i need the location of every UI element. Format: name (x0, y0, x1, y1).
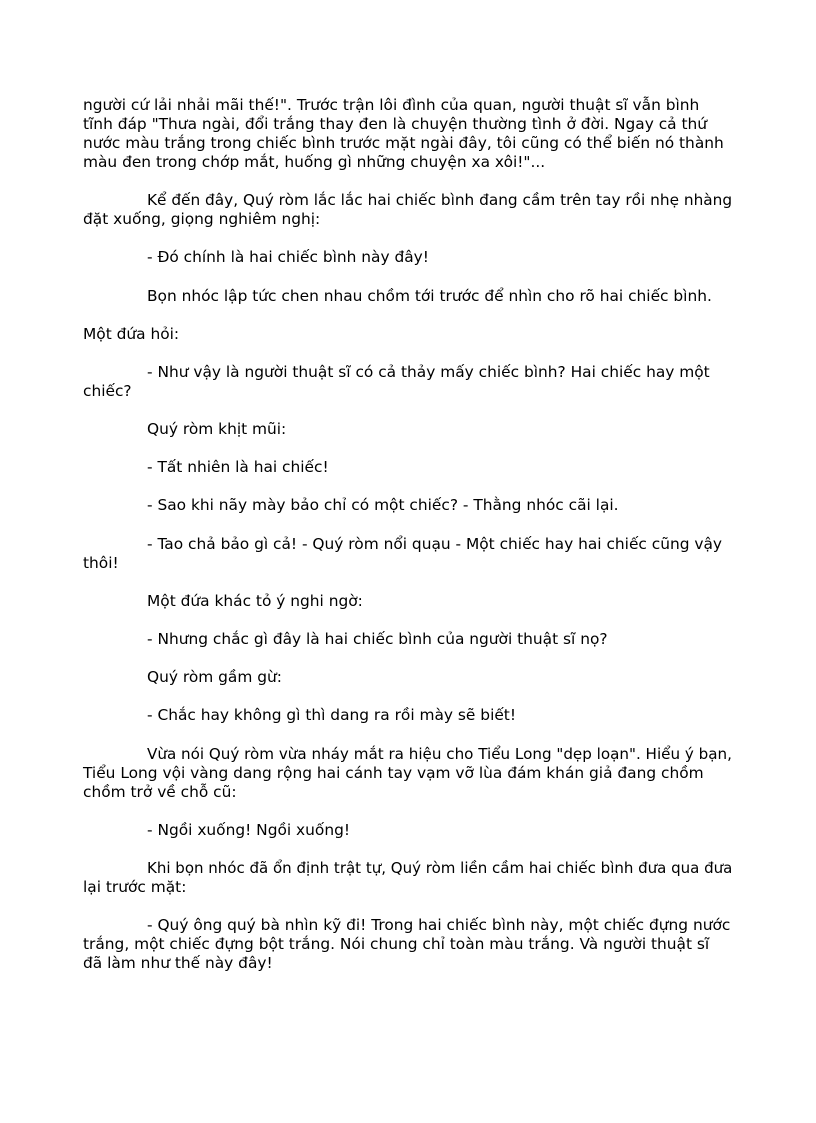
text-line: tĩnh đáp "Thưa ngài, đổi trắng thay đen là chuyện thường tình ở đời. Ngay cả thứ (83, 115, 708, 133)
text-line: người cứ lải nhải mãi thế!". Trước trận lôi đình của quan, người thuật sĩ vẫn bình (83, 96, 700, 114)
text-line: Tiểu Long vội vàng dang rộng hai cánh tay vạm vỡ lùa đám khán giả đang chồm (83, 764, 704, 782)
text-line: màu đen trong chớp mắt, huống gì những chuyện xa xôi!"... (83, 153, 546, 171)
text-line: Bọn nhóc lập tức chen nhau chồm tới trước để nhìn cho rõ hai chiếc bình. (147, 287, 712, 305)
text-line: - Tao chả bảo gì cả! - Quý ròm nổi quạu - Một chiếc hay hai chiếc cũng vậy (147, 535, 723, 553)
text-line: lại trước mặt: (83, 878, 187, 896)
text-line: Khi bọn nhóc đã ổn định trật tự, Quý ròm liền cầm hai chiếc bình đưa qua đưa (147, 859, 733, 877)
text-line: - Tất nhiên là hai chiếc! (147, 458, 329, 476)
text-line: - Chắc hay không gì thì dang ra rồi mày sẽ biết! (147, 706, 517, 724)
text-line: - Đó chính là hai chiếc bình này đây! (147, 248, 429, 266)
text-line: Kể đến đây, Quý ròm lắc lắc hai chiếc bình đang cầm trên tay rồi nhẹ nhàng (147, 191, 733, 209)
text-line: Một đứa hỏi: (83, 325, 180, 343)
text-line: nước màu trắng trong chiếc bình trước mặt ngài đây, tôi cũng có thể biến nó thành (83, 134, 724, 152)
text-line: chiếc? (83, 382, 132, 400)
text-line: - Ngồi xuống! Ngồi xuống! (147, 821, 351, 839)
text-line: Quý ròm gầm gừ: (147, 668, 282, 686)
text-line: đã làm như thế này đây! (83, 954, 273, 972)
text-line: - Sao khi nãy mày bảo chỉ có một chiếc? - Thằng nhóc cãi lại. (147, 496, 619, 514)
text-line: đặt xuống, giọng nghiêm nghị: (83, 210, 321, 228)
text-line: Quý ròm khịt mũi: (147, 420, 287, 438)
text-line: Vừa nói Quý ròm vừa nháy mắt ra hiệu cho Tiểu Long "dẹp loạn". Hiểu ý bạn, (147, 745, 732, 763)
text-line: - Nhưng chắc gì đây là hai chiếc bình của người thuật sĩ nọ? (147, 630, 608, 648)
text-line: - Quý ông quý bà nhìn kỹ đi! Trong hai chiếc bình này, một chiếc đựng nước (147, 916, 731, 934)
text-line: Một đứa khác tỏ ý nghi ngờ: (147, 592, 363, 610)
text-line: chồm trở về chỗ cũ: (83, 783, 237, 801)
text-line: thôi! (83, 554, 119, 572)
text-line: trắng, một chiếc đựng bột trắng. Nói chung chỉ toàn màu trắng. Và người thuật sĩ (83, 935, 710, 953)
text-line: - Như vậy là người thuật sĩ có cả thảy mấy chiếc bình? Hai chiếc hay một (147, 363, 710, 381)
